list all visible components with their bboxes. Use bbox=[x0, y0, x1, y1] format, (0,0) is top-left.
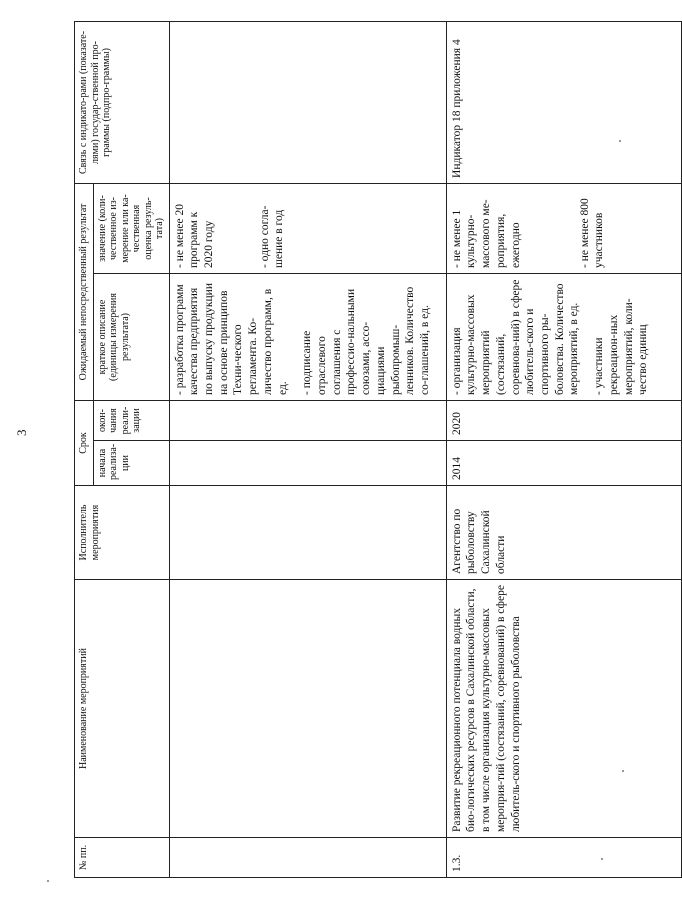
header-result-value: значение (коли-чественное из-мерение или ка-чественная оценка резуль-тата) bbox=[93, 183, 169, 273]
row-name: Развитие рекреационного потенциала водных био-логических ресурсов в Сахалинской области, в том числе организация культурно-массовых мероприя-тий (состязаний, соревнований) в сфере любитель-ского и спортивного рыболовства bbox=[446, 580, 681, 838]
row-result1-value: - не менее 1 культурно-массового ме-роприятия, ежегодно bbox=[450, 199, 522, 268]
row-link: Индикатор 18 приложения 4 bbox=[446, 21, 681, 183]
header-name: Наименование мероприятий bbox=[75, 580, 170, 838]
row-result2-desc: - участники рекреацион-ных мероприятий, коли-чество единиц bbox=[593, 298, 650, 395]
row-start: 2014 bbox=[446, 441, 681, 486]
continuation-result-value-cell bbox=[169, 183, 446, 273]
continuation-executor-cell bbox=[169, 486, 446, 580]
continuation-num-cell bbox=[169, 838, 446, 878]
continuation-start-cell bbox=[169, 441, 446, 486]
row-result-desc-cell bbox=[446, 274, 681, 401]
page-number: 3 bbox=[14, 429, 29, 436]
rotated-page-content bbox=[74, 22, 650, 878]
scan-speck bbox=[601, 858, 603, 860]
row-result2-value: - не менее 800 участников bbox=[578, 198, 606, 268]
row-num: 1.3. bbox=[446, 838, 681, 878]
scan-speck bbox=[619, 140, 621, 142]
header-result: Ожидаемый непосредственный результат bbox=[75, 183, 94, 400]
continuation-item2-value: - одно согла-шение в год bbox=[258, 205, 286, 268]
continuation-row bbox=[169, 21, 446, 877]
continuation-name-cell bbox=[169, 580, 446, 838]
header-term: Срок bbox=[75, 401, 94, 486]
header-row-1 bbox=[75, 21, 94, 877]
scan-speck bbox=[47, 880, 49, 882]
row-result1-desc: - организация культурно-массовых мероприятий (состязаний, соревнова-ний) в сфере любитель-ского и спортивного ры-боловства. Количество мероприятий, в ед. bbox=[450, 279, 581, 395]
row-executor: Агентство по рыболовству Сахалинской области bbox=[446, 486, 681, 580]
header-term-end: окон-чания реали-зации bbox=[93, 401, 169, 441]
measure-row-1-3 bbox=[446, 21, 681, 877]
header-num: № пп. bbox=[75, 838, 170, 878]
continuation-result-desc-cell bbox=[169, 274, 446, 401]
continuation-item2-desc: - подписание отраслевого соглашения с профессио-нальными союзами, ассо-циациями рыбопромыш-ленников. Количество со-глашений, в ед. bbox=[301, 286, 431, 395]
continuation-item1-value: - не менее 20 программ к 2020 году bbox=[173, 204, 215, 268]
scan-speck bbox=[622, 770, 624, 772]
header-link: Связь с индикато-рами (показате-лями) государ-ственной про-граммы (подпро-граммы) bbox=[75, 21, 170, 183]
header-result-desc: краткое описание (единицы измерения результата) bbox=[93, 274, 169, 401]
continuation-link-cell bbox=[169, 21, 446, 183]
header-term-start: начала реализа-ции bbox=[93, 441, 169, 486]
header-executor: Исполнитель мероприятия bbox=[75, 486, 170, 580]
row-end: 2020 bbox=[446, 401, 681, 441]
continuation-end-cell bbox=[169, 401, 446, 441]
measures-table bbox=[74, 21, 682, 878]
row-result-value-cell bbox=[446, 183, 681, 273]
continuation-item1-desc: - разработка программ качества предприятия по выпуску продукции на основе принципов Техни-ческого регламента. Ко-личество программ, в ед. bbox=[173, 283, 289, 395]
